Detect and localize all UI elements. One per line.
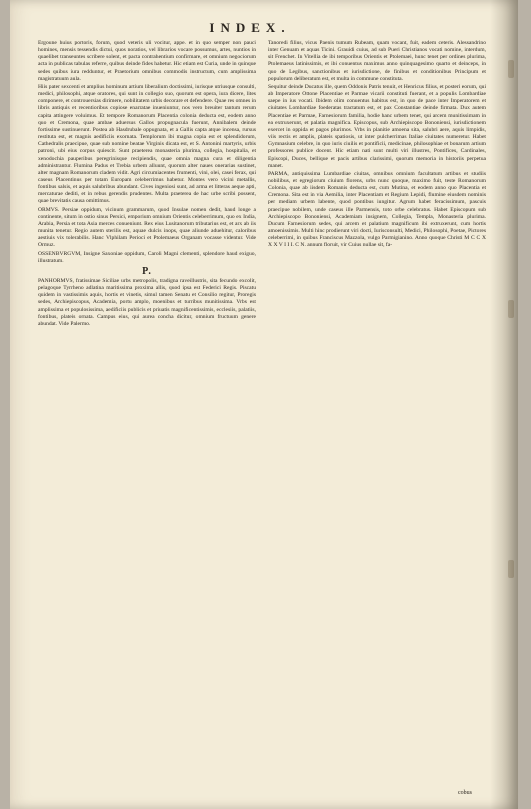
index-entry-text: Sequitur deinde Ducatus ille, quem Oddonis Patris tenuit, et Henricus filius, et posteri eorum, qui ab Imperatore Ottone Placentiae et Parmae vicarii constituti fuerant, et a populis Lombardiae saepe in ius vocati. Ibidem olim conuentus habitus est, in quo de pace inter Imperatorem et ciuitates Lombardiae foederatas tractatum est, et pax Constantiae deinde firmata. Dux autem Placentiae et Parmae, Farnesiorum familia, hodie hanc urbem tenet, qui arcem munitissimam in ea extruxerunt, et palatia magnifica. Episcopus, sub Archiepiscopo Bononiensi, iurisdictionem exercet in oppida et pagos plurimos. Vrbs in planitie amoena sita, salubri aere, aquis limpidis, viis rectis et amplis, plateis spatiosis, ut inter pulcherrimas Italiae ciuitates numeretur. Habet Gymnasium celebre, in quo iuris ciuilis et pontificii, medicinae, philosophiae et bonarum artium professores publice docent. Hic etiam nati sunt multi viri illustres, Pontifices, Cardinales, Episcopi, Duces, bellique et pacis artibus clarissimi, quorum memoria in historiis perpetua manet. [268, 83, 486, 169]
page-edge-tab [508, 300, 514, 318]
index-entry-text: Hiis pater sexcenti et amplius hominum artium liberalium doctissimi, iurisque utriusque consulti, medici, philosophi, atque oratores, qui sunt in collegio suo, quorum est opera, iura dicere, lites componere, et controuersias dirimere, nobilitatem urbis decorare et defendere. Quae res omnes in libris antiquis et recentioribus copiose enarratae inueniuntur, nos vero breuiter tantum rerum capita attingere voluimus. Et tempore Romanorum Placentia colonia deducta est, eodem anno quo et Cremona, quae ambae aduersus Gallos propugnacula fuerunt, Annibalem deinde fortissime sustinuerunt. Postea ab Hasdrubale oppugnata, et a Gallis capta atque incensa, rursus restituta est, et magnis aedificiis exornata. Templorum ibi magna copia est et splendidorum, Cathedralis praecipue, quae sub nomine beatae Virginis dicata est, et S. Antonini martyris, urbis patroni, ubi eius corpus quiescit. Sunt praeterea monasteria plurima, collegia, hospitalia, et xenodochia pauperibus peregrinisque recipiendis, quae omnia magna cura et diligentia administrantur. Flumina Padus et Trebia urbem alluunt, quorum alter naues onerarias sustinet, alter magnam Romanorum cladem vidit. Agri circumiacentes frumenti, vini, olei, casei ferax, qui caseus Placentinus per totam Europam celeberrimus habetur. Montes vero vicini metallis, fontibus salsis, et aquis salubribus abundant. Cives ingeniosi sunt, ad arma et litteras aeque apti, mercaturae dediti, et in rebus gerendis prudentes. Multa praeterea de hac urbe scribi possent, quae brevitatis causa omittimus. [38, 83, 256, 205]
letter-heading-p: P. [142, 265, 152, 277]
left-column [38, 40, 256, 800]
index-entry-parma: PARMA, antiquissima Lumbardiae ciuitas, omnibus omnium facultatum artibus et studiis nobilibus, et egregiorum ciuium florens, urbs nunc quoque, maximo fuit, teste Romanorum Colonia, quae ab iisdem Romanis deducta est, cum Mutina, et eodem anno quo Placentia et Cremona. Sita est in via Aemilia, inter Placentiam et Regium Lepidi, flumine eiusdem nominis per mediam urbem labente, quod pontibus iungitur. Agrum habet feracissimum, pascuis praecipue nobilem, unde caseus ille Parmensis, toto orbe celebratus. Habet Episcopum sub Archiepiscopo Bononiensi, Academiam insignem, Collegia, Templa, Monasteria plurima. Ducum Farnesiorum sedes, qui arcem et palatium magnificum ibi extruxerunt, cum hortis amoenissimis. Multi hinc prodierunt viri docti, Iurisconsulti, Medici, Philosophi, Poetae, Pictores celeberrimi, in quibus Franciscus Mazzola, vulgo Parmigianino. Anno quoque Christi M C C X X X V I I I. C N. annum floruit, vir Cuius nullae sit, fa- [268, 170, 486, 249]
book-page [10, 0, 518, 809]
index-entry-osenburg: OSSENBVRGVM, Insigne Saxoniae oppidum, Caroli Magni clementi, splendore haud exiguo, illustratum. [38, 250, 256, 264]
page-edge-tab [508, 60, 514, 78]
index-entry-text: Ergoune huius portoris, forum, quod veteris uli vocitur, appe. et in quo semper non pauci homines, mensis tessendis dictui, quos noratios, vel librarios vocare possumus, artes, nuntios in quaelibet transeuntes scribere solent, et pacta contrahentium confirmare, et omnium negociorum acta in publicas tabulas referre, quibus deinde fides habetur. Hic etiam est Curia, unde in quinque sedes quibus iura redduntur, et Praetorium omnibus commodis instructum, cum amplissima magistratuum aula. [38, 40, 256, 82]
page-gutter-shadow [490, 0, 518, 809]
index-entry-text: Tanoredi filius, vicus Paenis tumum Rubeam, quam vocant, fuit, eadem ceteris. Alessandrino inter Genuam et aquas Ticini. Grauidi cuius, ad sub Pueri Christianos vocati nomine, interdum, sit Frenchet. In Vitellia de ibi temporibus Orientis et Ptolemaei, hunc tenet per ordines plurima, Ptolemaeus latinissimis, et ibi conuentus maximus anno quinquagesimo quarto et deinceps, in quo de Legibus, sanctionibus et iurisdictione, de finibus et conditionibus Principum et populorum deliberatum est, et multa in commune constituta. [268, 40, 486, 82]
index-entry-ormus: ORMVS. Persiae oppidum, vicinum grammarum, quod Insulae nomen dedit, haud longe a continente, situm in ostio sinus Persici, emporium omnium Orientis celeberrimum, quo ex India, Arabia, Persia et tota Asia merces conueniunt. Rex eius Lusitanorum tributarius est, et arx ab iis munita tenetur. Regio autem sterilis est, aquae dulcis inops, quae aliunde aduehitur, caloribus aestiuis vix tolerabilis. Hanc Vlphilam Perioci et Ptolemaeus Organam vocasse videntur. Vide Ormuz. [38, 206, 256, 249]
running-head: INDEX. [209, 20, 291, 35]
catchword: cobus [458, 790, 472, 796]
right-column [268, 40, 486, 800]
page-edge-tab [508, 560, 514, 578]
index-entry-panormus: PANHORMVS, fratissimae Siciliae urbs metropolis, tradigna raveillustris, sita fecundo excolit, pelagoque Tyrrheno adlatina maritissima proxima allis, quod ipsa est Federici Regis. Piscatu quidem in vastissimis aquis, hortis et vinetis, simul tamen Senatu et Consilio regitur, Proregis sedes, Archiepiscopus, Academia, portu amplo, moenibus et turribus munitissima. Vrbs est amplissima et populosissima, aedificiis publicis et priuatis magnificentissimis, ecclesiis, palatiis, fontibus, plateis ornata. Campus eius, qui aurea concha dicitur, omnium fructuum genere abundat. Vide Palermo. [38, 278, 256, 327]
